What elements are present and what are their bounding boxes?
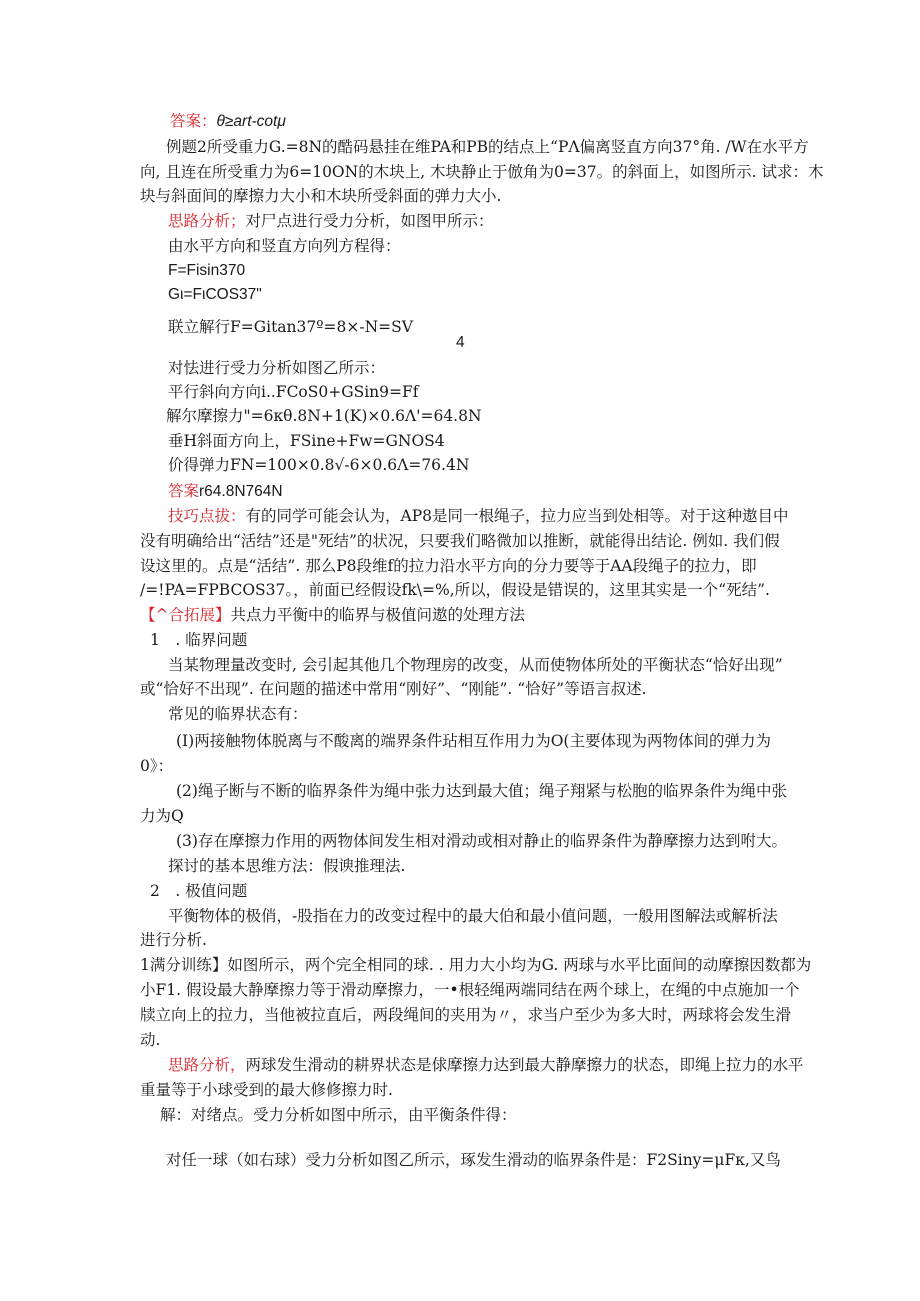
critical-para-line-2: 或“恰好不出现”. 在问题的描述中常用“刚好”、“刚能”. “恰好”等语言叔述. bbox=[140, 680, 647, 698]
critical-state-1-cont: 0》： bbox=[140, 757, 174, 775]
answer-label: 答案： bbox=[170, 112, 217, 130]
critical-state-1: (I)两接触物体脱离与不酸离的端界条件玷相互作用力为O(主要体现为两物体间的弹力为 bbox=[176, 732, 771, 750]
extreme-para-line-2: 进行分析. bbox=[140, 931, 207, 949]
tips-line-1 bbox=[168, 505, 789, 527]
equation-1: F=Fisin370 bbox=[168, 262, 246, 279]
normal-force-result: 价得弹力FN=100×0.8√-6×0.6Λ=76.4N bbox=[168, 456, 470, 474]
tips-line-4: /=!PA=FPBCOS37。，前面已经假设fk\=%,所以，假设是错误的，这里其实是一个“死结”. bbox=[140, 581, 770, 599]
training-line-3: 牍立向上的拉力，当他被拉直后，两段绳间的夹用为〃，求当户至少为多大时，两球将会发生滑 bbox=[140, 1006, 792, 1024]
fraction-denominator: 4 bbox=[456, 334, 465, 351]
tips-line-3: 设这里的。点是“活结”. 那么P8段维f的拉力沿水平方向的分力要等于AA段绳子的拉力，即 bbox=[140, 557, 757, 575]
example-2-line-3: 块与斜面间的摩擦力大小和木块所受斜面的弹力大小. bbox=[140, 187, 502, 205]
final-line: 对任一球（如右球）受力分析如图乙所示，琢发生滑动的临界条件是：F2Siny=μFκ,又鸟 bbox=[166, 1151, 781, 1169]
solution-line: 解：对绪点。受力分析如图中所示，由平衡条件得： bbox=[160, 1106, 517, 1124]
critical-states-intro: 常见的临界状态有： bbox=[168, 705, 308, 723]
force-analysis-b: 对怯进行受力分析如图乙所示： bbox=[168, 359, 386, 377]
equation-intro: 由水平方向和竖直方向列方程得： bbox=[168, 237, 401, 255]
critical-para-line-1: 当某物理量改变时, 会引起其他几个物理房的改变，从而使物体所处的平衡状态“恰好出现” bbox=[168, 656, 783, 674]
critical-state-2-cont: 力为Q bbox=[140, 807, 184, 825]
answer-text: θ≥art-cotμ bbox=[216, 113, 286, 130]
example-2-line-2: 向, 且连在所受重力为6=10ON的木块上, 木块静止于倣角为0=37。的斜面上，如图所示. 试求：木 bbox=[140, 163, 824, 181]
critical-state-2: (2)绳子断与不断的临界条件为绳中张力达到最大值；绳子翔紧与松胞的临界条件为绳中张 bbox=[176, 782, 787, 800]
analysis-2-line-2: 重量等于小球受到的最大修修擦力时. bbox=[140, 1081, 393, 1099]
equation-2: Gι=FιCOS37" bbox=[168, 286, 262, 303]
analysis-2-label: 思路分析， bbox=[168, 1056, 246, 1074]
training-line-4: 动. bbox=[140, 1031, 161, 1049]
analysis-2-text: 两球发生滑动的耕界状态是俅摩擦力达到最大静摩擦力的状态，即绳上拉力的水平 bbox=[245, 1056, 804, 1074]
section-2-heading: 2 . 极值问题 bbox=[150, 882, 248, 900]
extension-title: 共点力平衡中的临界与极值问遨的处理方法 bbox=[230, 606, 526, 624]
answer-2-label: 答案 bbox=[168, 482, 200, 500]
example-2-line-1: 例题2所受重力G.=8N的酷码悬挂在维PA和PB的结点上“PΛ偏离竖直方向37°角. /W在水平方 bbox=[166, 138, 809, 156]
tips-line-2: 没有明确给出“活结”还是"死结”的状况，只要我们略微加以推断，就能得出结论. 例如. 我们假 bbox=[140, 532, 780, 550]
answer-2-text: r64.8N764N bbox=[199, 483, 283, 500]
parallel-equation: 平行斜向方向i..FCoS0+GSin9=Ff bbox=[168, 383, 419, 401]
critical-state-3: (3)存在摩擦力作用的两物体间发生相对滑动或相对静止的临界条件为静摩擦力达到咐大。 bbox=[176, 832, 787, 850]
tips-label: 技巧点拔： bbox=[168, 507, 246, 525]
extension-label: 【^合拓展】 bbox=[140, 606, 231, 624]
friction-result: 解尔摩擦力"=6κθ.8N+1(K)×0.6Λ'=64.8N bbox=[166, 407, 482, 425]
answer-line bbox=[170, 110, 286, 133]
analysis-text: 对尸点进行受力分析，如图甲所示： bbox=[245, 212, 494, 230]
training-line-1: 1满分训练】如图所示，两个完全相同的球. . 用力大小均为G. 两球与水平比面间的动摩擦因数都为 bbox=[140, 956, 812, 974]
section-1-heading: 1 . 临界问题 bbox=[150, 631, 248, 649]
equation-solve: 联立解行F=Gitan37º=8×-N=SV bbox=[168, 318, 413, 336]
extreme-para-line-1: 平衡物体的极俏，-股指在力的改变过程中的最大伯和最小值问题，一般用图解法或解析法 bbox=[168, 907, 778, 925]
analysis-line bbox=[168, 210, 494, 232]
analysis-2-line-1 bbox=[168, 1054, 804, 1076]
analysis-label: 思路分析； bbox=[168, 212, 246, 230]
extension-heading bbox=[140, 604, 525, 626]
method-line: 探讨的基本思维方法：假谀推理法. bbox=[168, 857, 406, 875]
answer-2-line bbox=[168, 480, 283, 503]
perpendicular-equation: 垂H斜面方向上，FSine+Fw=GNOS4 bbox=[168, 432, 445, 450]
training-line-2: 小F1. 假设最大静摩擦力等于滑动摩擦力，一•根轻绳两端同结在两个球上，在绳的中点施加一个 bbox=[140, 981, 800, 999]
tips-text: 有的同学可能会认为，AP8是同一根绳子，拉力应当到处相等。对于这种遨目中 bbox=[245, 507, 789, 525]
